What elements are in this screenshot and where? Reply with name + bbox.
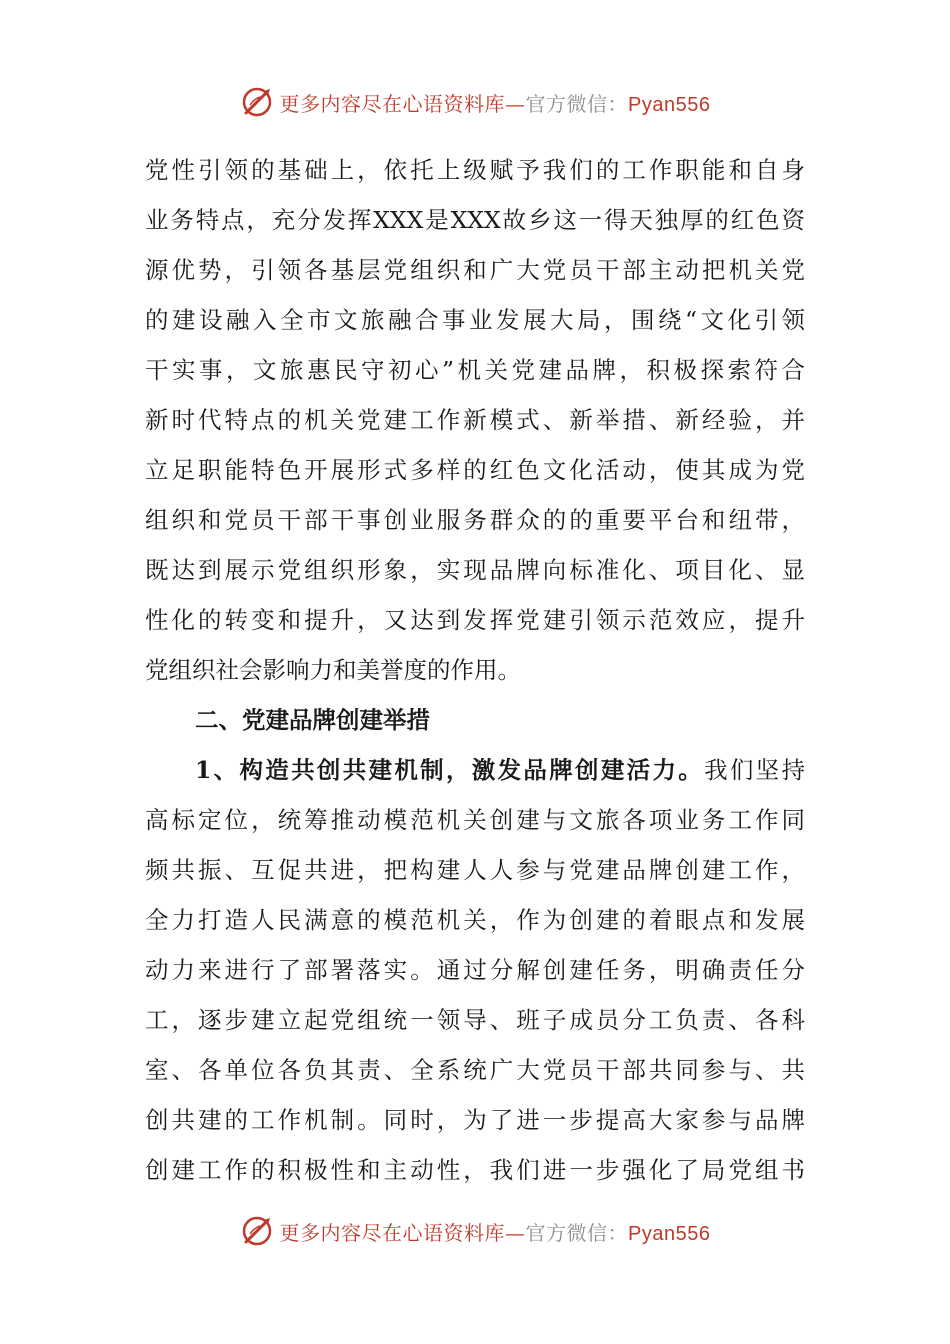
text-line: 新时代特点的机关党建工作新模式、新举措、新经验，并 xyxy=(145,406,805,434)
watermark-wechat-label: 官方微信： xyxy=(525,1220,629,1245)
text-line: 党组织社会影响力和美誉度的作用。 xyxy=(145,656,521,684)
text-line: 党性引领的基础上，依托上级赋予我们的工作职能和自身 xyxy=(145,156,805,184)
text-line: 动力来进行了部署落实。通过分解创建任务，明确责任分 xyxy=(145,956,805,984)
text-line: 性化的转变和提升，又达到发挥党建引领示范效应，提升 xyxy=(145,606,805,634)
watermark-text xyxy=(280,1217,711,1246)
document-body xyxy=(145,145,805,1195)
watermark-wechat-id: Pyan556 xyxy=(628,1222,711,1245)
text-line: 的建设融入全市文旅融合事业发展大局，围绕“文化引领 xyxy=(145,306,805,334)
text-line: 室、各单位各负其责、全系统广大党员干部共同参与、共 xyxy=(145,1056,805,1084)
pen-logo-icon xyxy=(240,1214,274,1248)
watermark-footer xyxy=(0,1211,950,1251)
text-line: 既达到展示党组织形象，实现品牌向标准化、项目化、显 xyxy=(145,556,805,584)
text-line: 高标定位，统筹推动模范机关创建与文旅各项业务工作同 xyxy=(145,806,805,834)
watermark-separator: — xyxy=(505,91,526,116)
paragraph-lead-bold: 1、构造共创共建机制，激发品牌创建活力。 xyxy=(195,756,705,784)
text-line: 工，逐步建立起党组统一领导、班子成员分工负责、各科 xyxy=(145,1006,805,1034)
text-line: 组织和党员干部干事创业服务群众的的重要平台和纽带， xyxy=(145,506,805,534)
text-line: 创建工作的积极性和主动性，我们进一步强化了局党组书 xyxy=(145,1156,805,1184)
watermark-site-name: 更多内容尽在心语资料库 xyxy=(279,1220,506,1245)
watermark-text xyxy=(280,88,711,117)
pen-logo-icon xyxy=(240,85,274,119)
text-line: 创共建的工作机制。同时，为了进一步提高大家参与品牌 xyxy=(145,1106,805,1134)
paragraph-lead-rest: 我们坚持 xyxy=(704,756,805,784)
text-line: 业务特点，充分发挥XXX是XXX故乡这一得天独厚的红色资 xyxy=(145,206,805,234)
watermark-header xyxy=(0,82,950,122)
paragraph-measures xyxy=(145,745,805,1195)
text-line: 源优势，引领各基层党组织和广大党员干部主动把机关党 xyxy=(145,256,805,284)
text-line: 立足职能特色开展形式多样的红色文化活动，使其成为党 xyxy=(145,456,805,484)
watermark-site-name: 更多内容尽在心语资料库 xyxy=(279,91,506,116)
section-heading: 二、党建品牌创建举措 xyxy=(195,706,430,734)
paragraph-lead-line xyxy=(145,745,805,795)
text-line: 频共振、互促共进，把构建人人参与党建品牌创建工作， xyxy=(145,856,805,884)
paragraph-intro xyxy=(145,145,805,695)
text-line: 全力打造人民满意的模范机关，作为创建的着眼点和发展 xyxy=(145,906,805,934)
watermark-separator: — xyxy=(505,1220,526,1245)
text-line: 干实事，文旅惠民守初心”机关党建品牌，积极探索符合 xyxy=(145,356,805,384)
watermark-wechat-label: 官方微信： xyxy=(525,91,629,116)
watermark-wechat-id: Pyan556 xyxy=(628,93,711,116)
